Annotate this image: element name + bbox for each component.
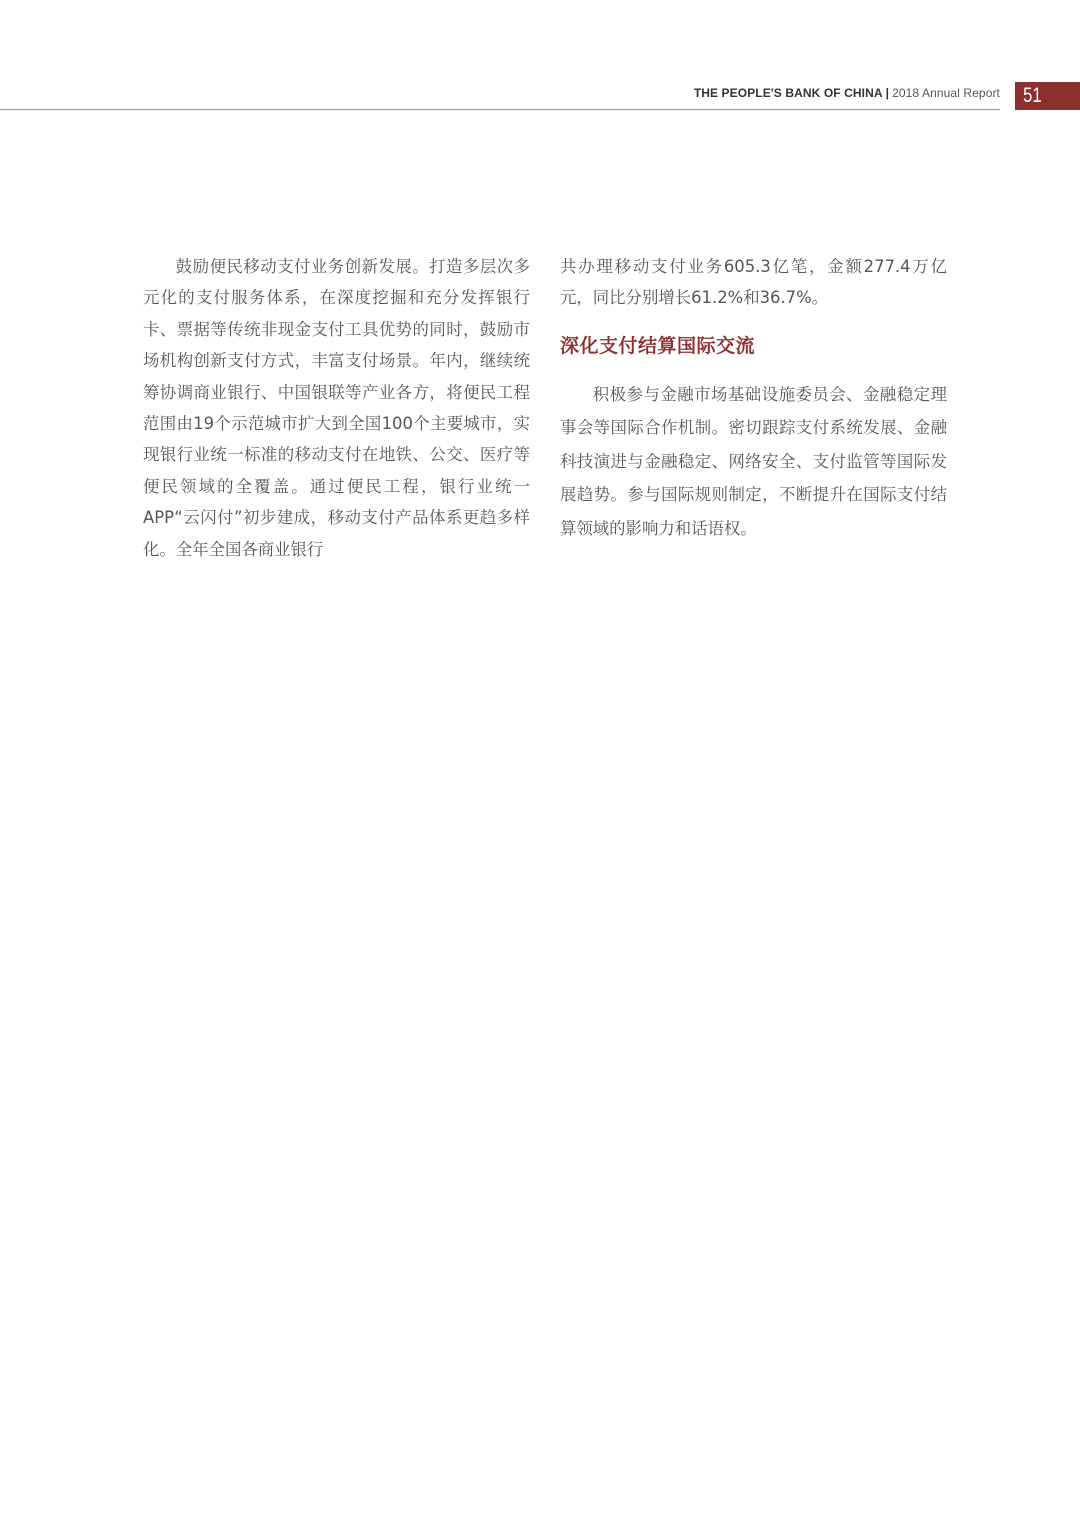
body-paragraph-international: 积极参与金融市场基础设施委员会、金融稳定理事会等国际合作机制。密切跟踪支付系统发展、金融科技演进与金融稳定、网络安全、支付监管等国际发展趋势。参与国际规则制定，不断提升在国际支付结算领域的影响力和话语权。 xyxy=(560,384,947,538)
page-number-badge xyxy=(1015,82,1080,110)
header-rule xyxy=(0,109,1000,110)
section-title: 深化支付结算国际交流 xyxy=(560,334,756,357)
right-column xyxy=(560,251,947,545)
header-report-title: 2018 Annual Report xyxy=(892,86,1000,100)
page-number: 51 xyxy=(1023,84,1042,107)
header-bank-name: THE PEOPLE'S BANK OF CHINA xyxy=(693,86,883,100)
header-separator: | xyxy=(885,86,890,100)
running-header xyxy=(694,86,1000,100)
body-paragraph-mobile-payment: 鼓励便民移动支付业务创新发展。打造多层次多元化的支付服务体系，在深度挖掘和充分发挥银行卡、票据等传统非现金支付工具优势的同时，鼓励市场机构创新支付方式，丰富支付场景。年内，继续统筹协调商业银行、中国银联等产业各方，将便民工程范围由19个示范城市扩大到全国100个主要城市，实现银行业统一标准的移动支付在地铁、公交、医疗等便民领域的全覆盖。通过便民工程，银行业统一APP“云闪付”初步建成，移动支付产品体系更趋多样化。全年全国各商业银行 xyxy=(143,257,530,559)
body-paragraph-continuation: 共办理移动支付业务605.3亿笔，金额277.4万亿元，同比分别增长61.2%和36.7%。 xyxy=(560,257,947,308)
left-column xyxy=(143,251,530,565)
